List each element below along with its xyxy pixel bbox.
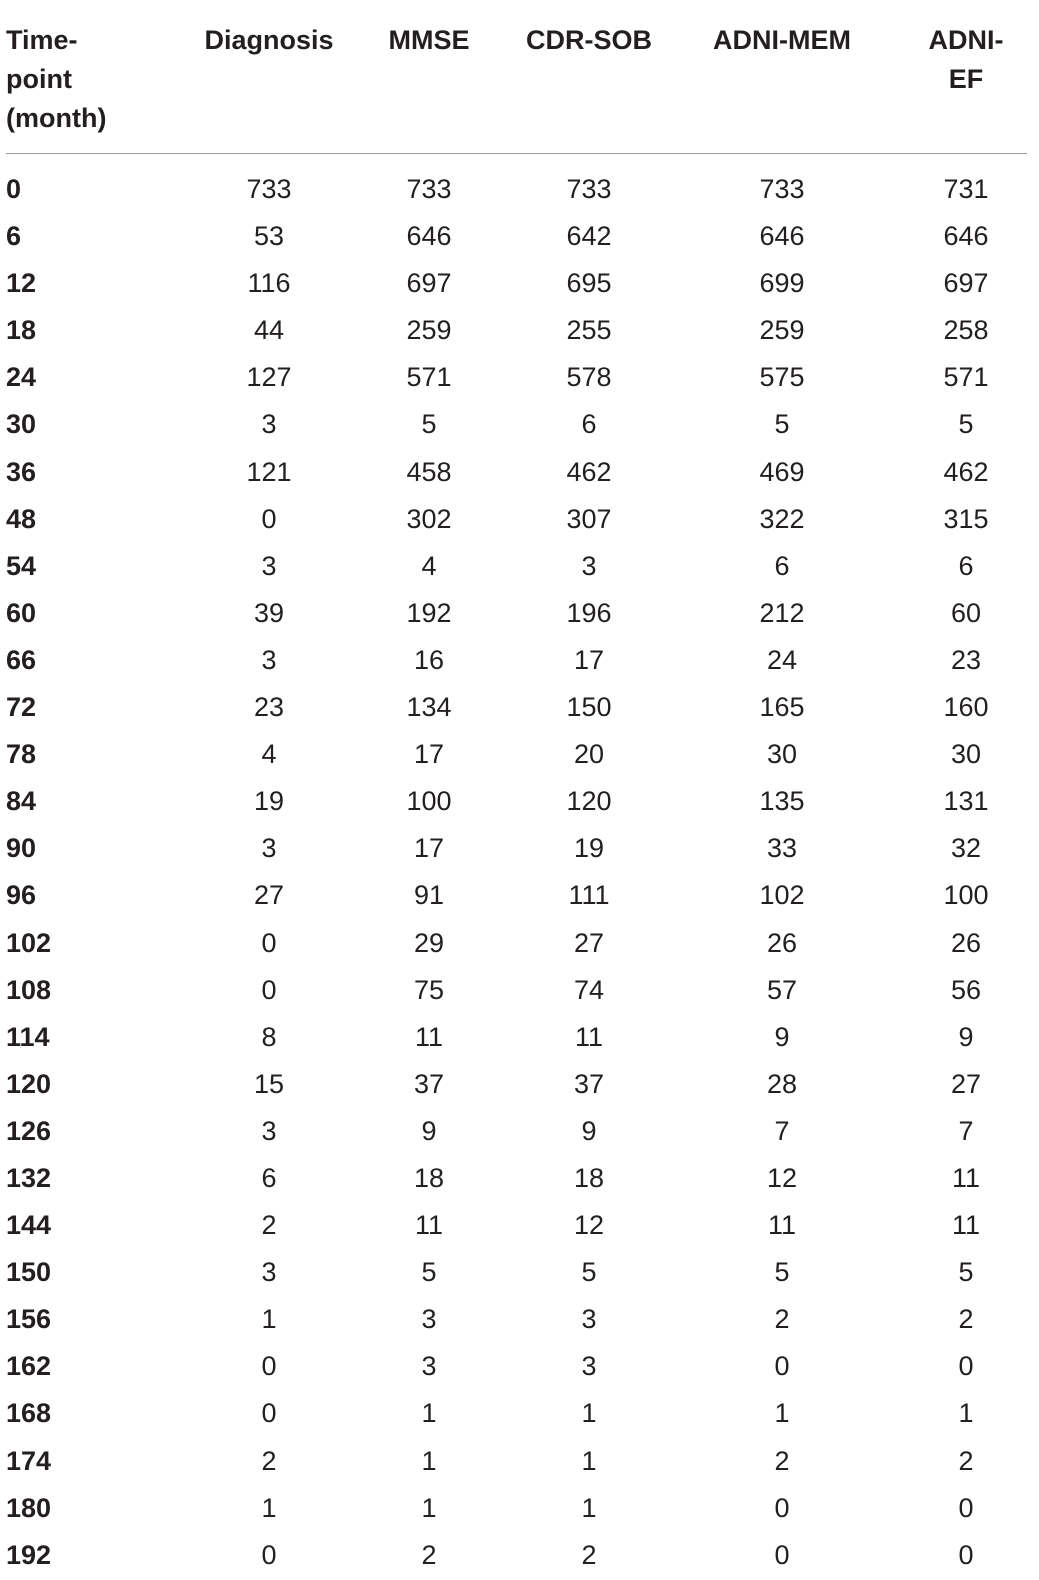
cell-diagnosis: 2 — [261, 1445, 277, 1476]
cell-adni-mem: 733 — [759, 174, 805, 204]
cell-adni-ef: 2 — [958, 1445, 974, 1476]
cell-adni-mem: 5 — [774, 409, 790, 440]
table-row — [0, 354, 1039, 401]
cell-timepoint: 48 — [6, 503, 37, 534]
cell-timepoint: 54 — [6, 550, 37, 581]
cell-adni-mem: 165 — [759, 692, 805, 723]
cell-cdr-sob: 20 — [573, 739, 605, 770]
cell-adni-ef: 32 — [950, 833, 982, 864]
cell-mmse: 3 — [421, 1351, 437, 1382]
cell-cdr-sob: 11 — [574, 1021, 604, 1052]
cell-adni-mem: 5 — [774, 1257, 790, 1288]
cell-adni-mem: 575 — [759, 362, 805, 393]
cell-adni-ef: 30 — [950, 739, 982, 770]
header-timepoint: Time- point (month) — [6, 25, 107, 133]
cell-cdr-sob: 19 — [573, 833, 605, 864]
cell-diagnosis: 3 — [261, 550, 277, 581]
table-row — [0, 1343, 1039, 1390]
cell-timepoint: 102 — [6, 927, 52, 958]
header-diagnosis: Diagnosis — [204, 25, 334, 55]
cell-mmse: 134 — [406, 692, 452, 723]
cell-cdr-sob: 642 — [566, 221, 612, 252]
table-row — [0, 543, 1039, 590]
cell-diagnosis: 27 — [253, 880, 285, 911]
cell-diagnosis: 0 — [261, 927, 277, 958]
header-divider — [6, 153, 1027, 154]
cell-timepoint: 18 — [6, 315, 37, 346]
cell-timepoint: 174 — [6, 1445, 52, 1476]
cell-cdr-sob: 3 — [581, 1304, 597, 1335]
cell-timepoint: 132 — [6, 1162, 52, 1193]
cell-mmse: 733 — [406, 174, 452, 204]
cell-cdr-sob: 3 — [581, 1351, 597, 1382]
cell-adni-mem: 135 — [759, 786, 805, 817]
cell-adni-mem: 11 — [767, 1210, 797, 1241]
cell-adni-mem: 24 — [766, 644, 798, 675]
cell-cdr-sob: 12 — [573, 1210, 605, 1241]
cell-adni-ef: 23 — [950, 644, 982, 675]
cell-cdr-sob: 150 — [566, 692, 612, 723]
cell-timepoint: 24 — [6, 362, 37, 393]
cell-mmse: 2 — [421, 1539, 437, 1570]
cell-mmse: 37 — [413, 1068, 445, 1099]
header-adni-ef: ADNI-EF — [928, 25, 1004, 94]
cell-diagnosis: 15 — [253, 1068, 285, 1099]
cell-diagnosis: 121 — [246, 456, 292, 487]
cell-diagnosis: 733 — [246, 174, 292, 204]
cell-adni-ef: 731 — [943, 174, 989, 204]
cell-adni-ef: 6 — [958, 550, 974, 581]
cell-cdr-sob: 733 — [566, 174, 612, 204]
cell-diagnosis: 0 — [261, 974, 277, 1005]
cell-adni-ef: 11 — [951, 1210, 981, 1241]
cell-cdr-sob: 255 — [566, 315, 612, 346]
cell-diagnosis: 8 — [261, 1021, 277, 1052]
table-row — [0, 496, 1039, 543]
cell-adni-ef: 56 — [950, 974, 982, 1005]
cell-adni-ef: 258 — [943, 315, 989, 346]
cell-timepoint: 0 — [6, 174, 22, 204]
cell-timepoint: 120 — [6, 1068, 52, 1099]
cell-mmse: 91 — [413, 880, 445, 911]
table-row — [0, 1061, 1039, 1108]
cell-adni-mem: 30 — [766, 739, 798, 770]
cell-timepoint: 78 — [6, 739, 37, 770]
cell-diagnosis: 2 — [261, 1210, 277, 1241]
cell-cdr-sob: 462 — [566, 456, 612, 487]
header-adni-mem: ADNI-MEM — [713, 25, 851, 55]
table-row — [0, 637, 1039, 684]
cell-adni-mem: 699 — [759, 268, 805, 299]
cell-diagnosis: 0 — [261, 1351, 277, 1382]
cell-timepoint: 150 — [6, 1257, 52, 1288]
cell-mmse: 5 — [421, 1257, 437, 1288]
table-row — [0, 778, 1039, 825]
cell-adni-mem: 2 — [774, 1445, 790, 1476]
cell-adni-ef: 5 — [958, 1257, 974, 1288]
header-cdr-sob: CDR-SOB — [526, 25, 652, 55]
table-row — [0, 1014, 1039, 1061]
cell-adni-ef: 0 — [958, 1492, 974, 1523]
cell-timepoint: 60 — [6, 597, 37, 628]
table-row — [0, 684, 1039, 731]
table-row — [0, 449, 1039, 496]
cell-diagnosis: 3 — [261, 1257, 277, 1288]
table-row — [0, 1155, 1039, 1202]
cell-adni-mem: 33 — [766, 833, 798, 864]
cell-cdr-sob: 196 — [566, 597, 612, 628]
cell-timepoint: 126 — [6, 1115, 52, 1146]
cell-adni-ef: 0 — [958, 1351, 974, 1382]
cell-cdr-sob: 37 — [573, 1068, 605, 1099]
table-row — [0, 213, 1039, 260]
cell-adni-ef: 11 — [951, 1162, 981, 1193]
cell-cdr-sob: 27 — [573, 927, 605, 958]
cell-timepoint: 72 — [6, 692, 37, 723]
cell-diagnosis: 23 — [253, 692, 285, 723]
cell-timepoint: 12 — [6, 268, 37, 299]
table-row — [0, 825, 1039, 872]
cell-adni-mem: 0 — [774, 1539, 790, 1570]
cell-adni-ef: 315 — [943, 503, 989, 534]
cell-mmse: 646 — [406, 221, 452, 252]
cell-diagnosis: 53 — [253, 221, 285, 252]
table-row — [0, 872, 1039, 919]
cell-cdr-sob: 120 — [566, 786, 612, 817]
cell-mmse: 571 — [406, 362, 452, 393]
cell-diagnosis: 3 — [261, 1115, 277, 1146]
cell-cdr-sob: 6 — [581, 409, 597, 440]
cell-timepoint: 180 — [6, 1492, 52, 1523]
cell-mmse: 192 — [406, 597, 452, 628]
cell-adni-mem: 12 — [766, 1162, 798, 1193]
cell-mmse: 29 — [413, 927, 445, 958]
cell-adni-mem: 2 — [774, 1304, 790, 1335]
cell-mmse: 100 — [406, 786, 452, 817]
cell-mmse: 16 — [413, 644, 445, 675]
cell-adni-ef: 60 — [950, 597, 982, 628]
cell-mmse: 1 — [421, 1445, 437, 1476]
cell-timepoint: 168 — [6, 1398, 52, 1429]
cell-adni-ef: 160 — [943, 692, 989, 723]
cell-cdr-sob: 18 — [573, 1162, 605, 1193]
cell-cdr-sob: 2 — [581, 1539, 597, 1570]
cell-cdr-sob: 1 — [581, 1445, 597, 1476]
cell-timepoint: 108 — [6, 974, 52, 1005]
cell-cdr-sob: 307 — [566, 503, 612, 534]
table-row — [0, 920, 1039, 967]
cell-timepoint: 144 — [6, 1210, 52, 1241]
cell-timepoint: 84 — [6, 786, 37, 817]
cell-adni-mem: 259 — [759, 315, 805, 346]
cell-adni-ef: 100 — [943, 880, 989, 911]
cell-adni-mem: 57 — [766, 974, 798, 1005]
table-row — [0, 260, 1039, 307]
cell-mmse: 11 — [414, 1021, 444, 1052]
cell-cdr-sob: 578 — [566, 362, 612, 393]
table-row — [0, 1438, 1039, 1485]
cell-adni-ef: 9 — [958, 1021, 974, 1052]
cell-timepoint: 30 — [6, 409, 37, 440]
cell-cdr-sob: 695 — [566, 268, 612, 299]
cell-cdr-sob: 74 — [573, 974, 605, 1005]
cell-adni-mem: 9 — [774, 1021, 790, 1052]
table-row — [0, 590, 1039, 637]
cell-diagnosis: 127 — [246, 362, 292, 393]
cell-cdr-sob: 5 — [581, 1257, 597, 1288]
table-body — [0, 166, 1039, 1579]
cell-diagnosis: 19 — [253, 786, 285, 817]
cell-diagnosis: 0 — [261, 503, 277, 534]
cell-diagnosis: 1 — [261, 1492, 277, 1523]
cell-mmse: 5 — [421, 409, 437, 440]
cell-adni-ef: 646 — [943, 221, 989, 252]
cell-mmse: 17 — [413, 833, 445, 864]
cell-timepoint: 6 — [6, 221, 22, 252]
cell-adni-ef: 2 — [958, 1304, 974, 1335]
cell-adni-mem: 28 — [766, 1068, 798, 1099]
cell-adni-ef: 571 — [943, 362, 989, 393]
cell-mmse: 458 — [406, 456, 452, 487]
cell-mmse: 9 — [421, 1115, 437, 1146]
table-row — [0, 307, 1039, 354]
cell-timepoint: 192 — [6, 1539, 52, 1570]
cell-adni-ef: 462 — [943, 456, 989, 487]
cell-diagnosis: 0 — [261, 1398, 277, 1429]
cell-adni-ef: 5 — [958, 409, 974, 440]
cell-diagnosis: 4 — [261, 739, 277, 770]
cell-diagnosis: 0 — [261, 1539, 277, 1570]
cell-adni-ef: 26 — [950, 927, 982, 958]
header-mmse: MMSE — [388, 25, 470, 55]
cell-adni-mem: 0 — [774, 1492, 790, 1523]
table-row — [0, 1108, 1039, 1155]
table-row — [0, 1296, 1039, 1343]
cell-mmse: 1 — [421, 1492, 437, 1523]
cell-adni-ef: 7 — [958, 1115, 974, 1146]
cell-cdr-sob: 1 — [581, 1398, 597, 1429]
cell-cdr-sob: 9 — [581, 1115, 597, 1146]
table-row — [0, 731, 1039, 778]
cell-mmse: 75 — [413, 974, 445, 1005]
cell-cdr-sob: 3 — [581, 550, 597, 581]
cell-adni-mem: 0 — [774, 1351, 790, 1382]
table-row — [0, 967, 1039, 1014]
cell-mmse: 18 — [413, 1162, 445, 1193]
cell-mmse: 259 — [406, 315, 452, 346]
cell-timepoint: 162 — [6, 1351, 52, 1382]
cell-diagnosis: 3 — [261, 409, 277, 440]
table-row — [0, 401, 1039, 448]
table-row — [0, 1485, 1039, 1532]
cell-adni-ef: 0 — [958, 1539, 974, 1570]
cell-timepoint: 90 — [6, 833, 37, 864]
cell-mmse: 11 — [414, 1210, 444, 1241]
table-row — [0, 166, 1039, 213]
cell-mmse: 3 — [421, 1304, 437, 1335]
cell-timepoint: 156 — [6, 1304, 52, 1335]
cell-mmse: 1 — [421, 1398, 437, 1429]
cell-adni-ef: 697 — [943, 268, 989, 299]
cell-mmse: 17 — [413, 739, 445, 770]
cell-adni-mem: 6 — [774, 550, 790, 581]
cell-adni-mem: 469 — [759, 456, 805, 487]
cell-diagnosis: 3 — [261, 833, 277, 864]
cell-adni-mem: 7 — [774, 1115, 790, 1146]
cell-diagnosis: 44 — [253, 315, 285, 346]
cell-adni-mem: 26 — [766, 927, 798, 958]
table-header — [0, 0, 1039, 154]
cell-timepoint: 36 — [6, 456, 37, 487]
cell-adni-mem: 212 — [759, 597, 805, 628]
cell-adni-ef: 1 — [958, 1398, 974, 1429]
cell-mmse: 697 — [406, 268, 452, 299]
cell-timepoint: 96 — [6, 880, 37, 911]
table-row — [0, 1249, 1039, 1296]
cell-adni-mem: 102 — [759, 880, 805, 911]
table-row — [0, 1390, 1039, 1437]
cell-timepoint: 66 — [6, 644, 37, 675]
cell-diagnosis: 1 — [261, 1304, 277, 1335]
cell-diagnosis: 39 — [253, 597, 285, 628]
cell-mmse: 4 — [421, 550, 437, 581]
table-row — [0, 1532, 1039, 1579]
cell-adni-ef: 27 — [950, 1068, 982, 1099]
cell-adni-mem: 322 — [759, 503, 805, 534]
cell-adni-mem: 646 — [759, 221, 805, 252]
cell-adni-ef: 131 — [943, 786, 989, 817]
cell-timepoint: 114 — [6, 1021, 50, 1052]
cell-mmse: 302 — [406, 503, 452, 534]
cell-cdr-sob: 111 — [568, 880, 610, 911]
cell-diagnosis: 3 — [261, 644, 277, 675]
table-row — [0, 1202, 1039, 1249]
cell-cdr-sob: 17 — [573, 644, 605, 675]
cell-cdr-sob: 1 — [581, 1492, 597, 1523]
cell-adni-mem: 1 — [774, 1398, 790, 1429]
cell-diagnosis: 116 — [247, 268, 291, 299]
cell-diagnosis: 6 — [261, 1162, 277, 1193]
